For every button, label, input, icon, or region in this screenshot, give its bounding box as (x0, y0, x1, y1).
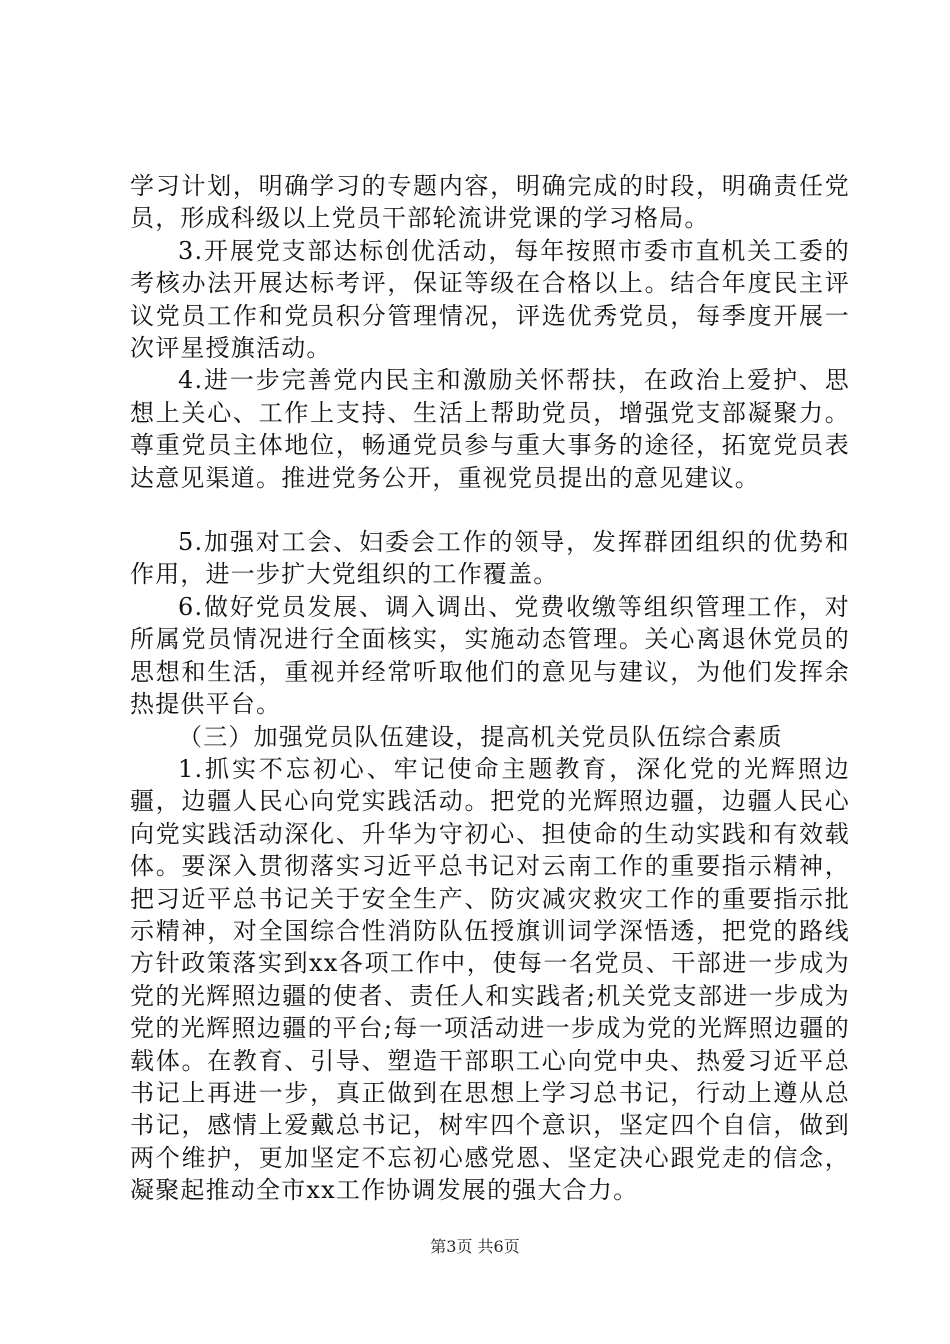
document-body (130, 170, 850, 1207)
paragraph-item-6: 6.做好党员发展、调入调出、党费收缴等组织管理工作，对所属党员情况进行全面核实，实施动态管理。关心离退休党员的思想和生活，重视并经常听取他们的意见与建议，为他们发挥余热提供平台。 (130, 592, 850, 719)
section-heading-3: （三）加强党员队伍建设，提高机关党员队伍综合素质 (178, 722, 783, 751)
paragraph-item-1: 1.抓实不忘初心、牢记使命主题教育，深化党的光辉照边疆，边疆人民心向党实践活动。把党的光辉照边疆，边疆人民心向党实践活动深化、升华为守初心、担使命的生动实践和有效载体。要深入贯彻落实习近平总书记对云南工作的重要指示精神，把习近平总书记关于安全生产、防灾减灾救灾工作的重要指示批示精神，对全国综合性消防队伍授旗训词学深悟透，把党的路线方针政策落实到xx各项工作中，使每一名党员、干部进一步成为党的光辉照边疆的使者、责任人和实践者;机关党支部进一步成为党的光辉照边疆的平台;每一项活动进一步成为党的光辉照边疆的载体。在教育、引导、塑造干部职工心向党中央、热爱习近平总书记上再进一步，真正做到在思想上学习总书记，行动上遵从总书记，感情上爱戴总书记，树牢四个意识，坚定四个自信，做到两个维护，更加坚定不忘初心感党恩、坚定决心跟党走的信念，凝聚起推动全市xx工作协调发展的强大合力。 (130, 754, 850, 1205)
paragraph-item-3: 3.开展党支部达标创优活动，每年按照市委市直机关工委的考核办法开展达标考评，保证等级在合格以上。结合年度民主评议党员工作和党员积分管理情况，评选优秀党员，每季度开展一次评星授旗活动。 (130, 236, 850, 363)
paragraph-continuation: 学习计划，明确学习的专题内容，明确完成的时段，明确责任党员，形成科级以上党员干部轮流讲党课的学习格局。 (130, 172, 850, 233)
paragraph-item-5: 5.加强对工会、妇委会工作的领导，发挥群团组织的优势和作用，进一步扩大党组织的工作覆盖。 (130, 528, 850, 589)
paragraph-item-4: 4.进一步完善党内民主和激励关怀帮扶，在政治上爱护、思想上关心、工作上支持、生活上帮助党员，增强党支部凝聚力。尊重党员主体地位，畅通党员参与重大事务的途径，拓宽党员表达意见渠道。推进党务公开，重视党员提出的意见建议。 (130, 366, 850, 492)
page-footer: 第3页 共6页 (430, 1237, 520, 1256)
